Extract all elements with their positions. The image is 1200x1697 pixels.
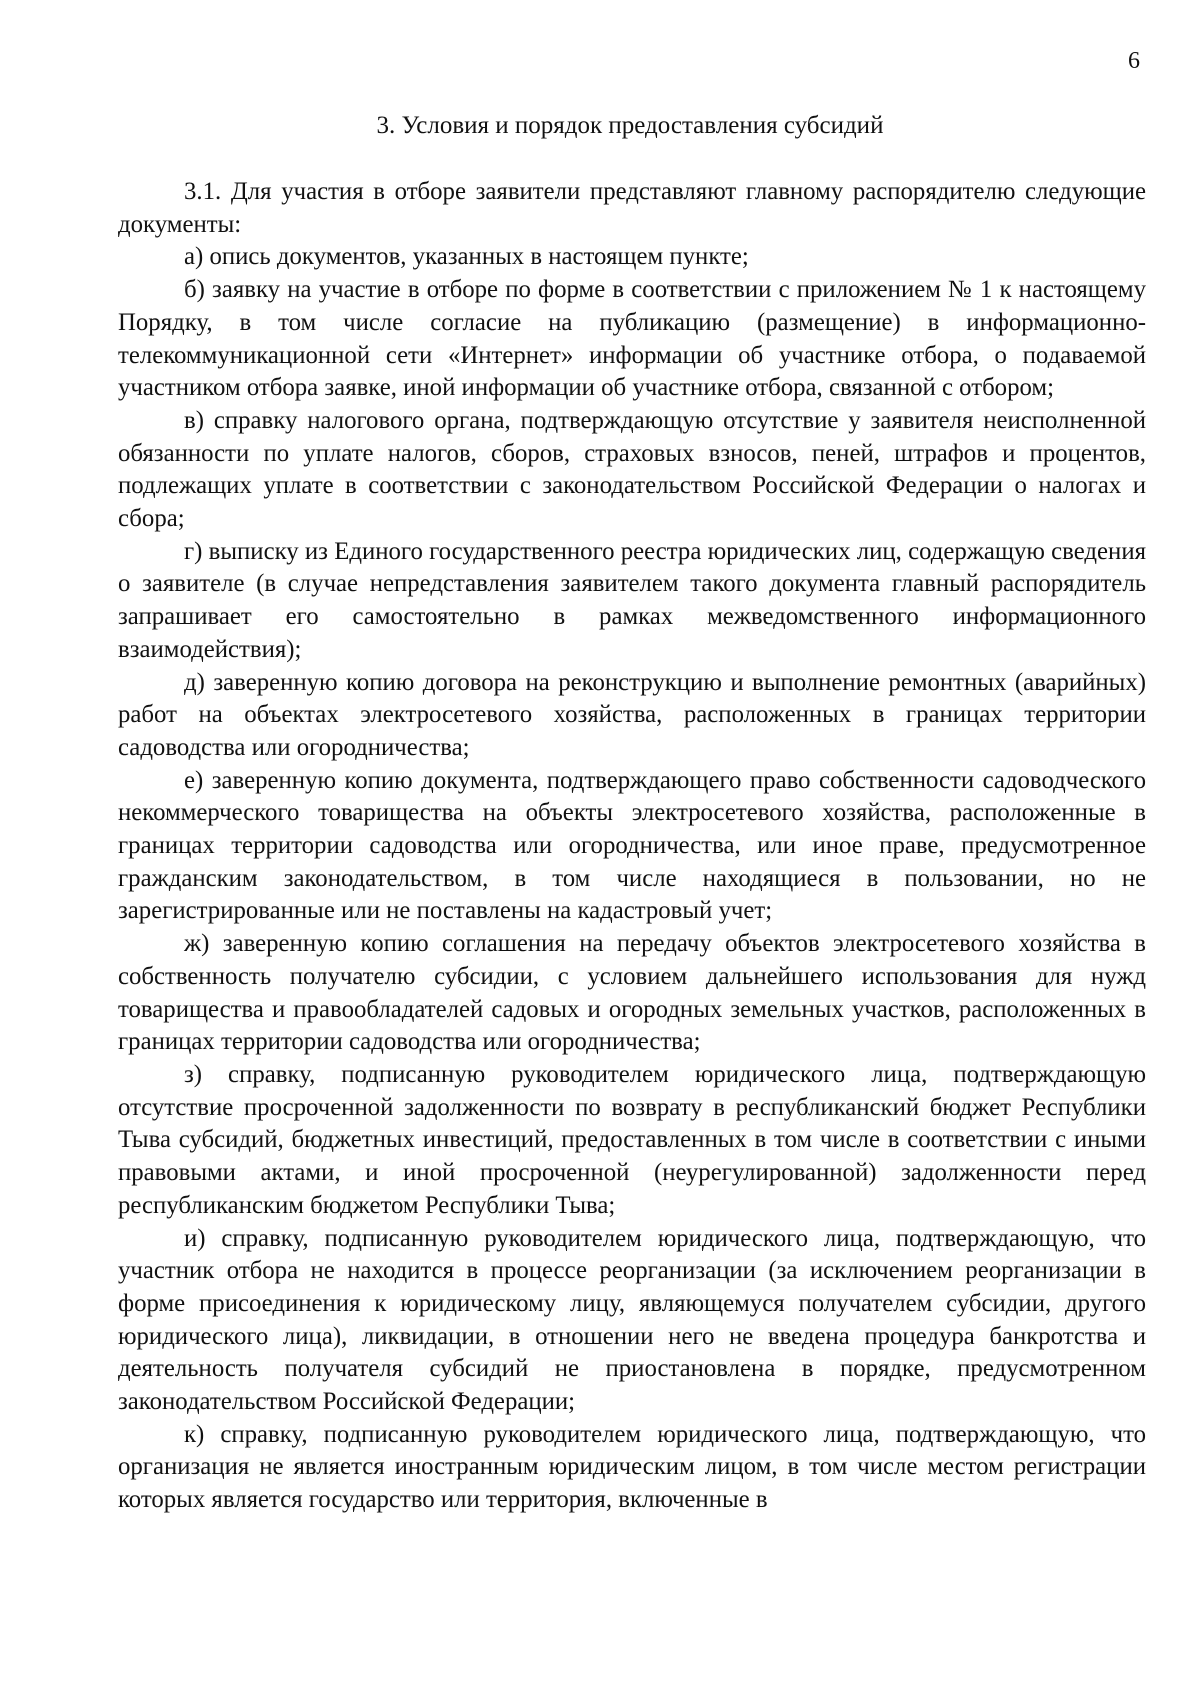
paragraph-i: и) справку, подписанную руководителем юридического лица, подтверждающую, что участник отбора не находится в процессе реорганизации (за исключением реорганизации в форме присоединения к юридическому лицу, являющемуся получателем субсидии, другого юридического лица), ликвидации, в отношении него не введена процедура банкротства и деятельность получателя субсидий не приостановлена в порядке, предусмотренном законодательством Российской Федерации;: [118, 1224, 1146, 1416]
section-title: 3. Условия и порядок предоставления субсидий: [376, 112, 884, 139]
page-number: 6: [1128, 48, 1140, 74]
document-body: [118, 176, 1146, 1517]
paragraph-3-1: 3.1. Для участия в отборе заявители представляют главному распорядителю следующие документы:: [118, 178, 1146, 238]
paragraph-v: в) справку налогового органа, подтверждающую отсутствие у заявителя неисполненной обязанности по уплате налогов, сборов, страховых взносов, пеней, штрафов и процентов, подлежащих уплате в соответствии с законодательством Российской Федерации о налогах и сбора;: [118, 406, 1146, 533]
paragraph-e: е) заверенную копию документа, подтверждающего право собственности садоводческого некоммерческого товарищества на объекты электросетевого хозяйства, расположенные в границах территории садоводства или огородничества, или иное праве, предусмотренное гражданским законодательством, в том числе находящиеся в пользовании, но не зарегистрированные или не поставлены на кадастровый учет;: [118, 766, 1146, 925]
paragraph-g: г) выписку из Единого государственного реестра юридических лиц, содержащую сведения о заявителе (в случае непредставления заявителем такого документа главный распорядитель запрашивает его самостоятельно в рамках межведомственного информационного взаимодействия);: [118, 537, 1146, 663]
paragraph-b: б) заявку на участие в отборе по форме в соответствии с приложением № 1 к настоящему Порядку, в том числе согласие на публикацию (размещение) в информационно-телекоммуникационной сети «Интернет» информации об участнике отбора, о подаваемой участником отбора заявке, иной информации об участнике отбора, связанной с отбором;: [118, 276, 1146, 402]
paragraph-z: з) справку, подписанную руководителем юридического лица, подтверждающую отсутствие просроченной задолженности по возврату в республиканский бюджет Республики Тыва субсидий, бюджетных инвестиций, предоставленных в том числе в соответствии с иными правовыми актами, и иной просроченной (неурегулированной) задолженности перед республиканским бюджетом Республики Тыва;: [118, 1060, 1146, 1219]
paragraph-k: к) справку, подписанную руководителем юридического лица, подтверждающую, что организация не является иностранным юридическим лицом, в том числе местом регистрации которых является государство или территория, включенные в: [118, 1420, 1146, 1514]
paragraph-a: а) опись документов, указанных в настоящем пункте;: [184, 243, 749, 271]
paragraph-d: д) заверенную копию договора на реконструкцию и выполнение ремонтных (аварийных) работ на объектах электросетевого хозяйства, расположенных в границах территории садоводства или огородничества;: [118, 668, 1146, 761]
paragraph-zh: ж) заверенную копию соглашения на передачу объектов электросетевого хозяйства в собственность получателю субсидии, с условием дальнейшего использования для нужд товарищества и правообладателей садовых и огородных земельных участков, расположенных в границах территории садоводства или огородничества;: [118, 930, 1146, 1056]
